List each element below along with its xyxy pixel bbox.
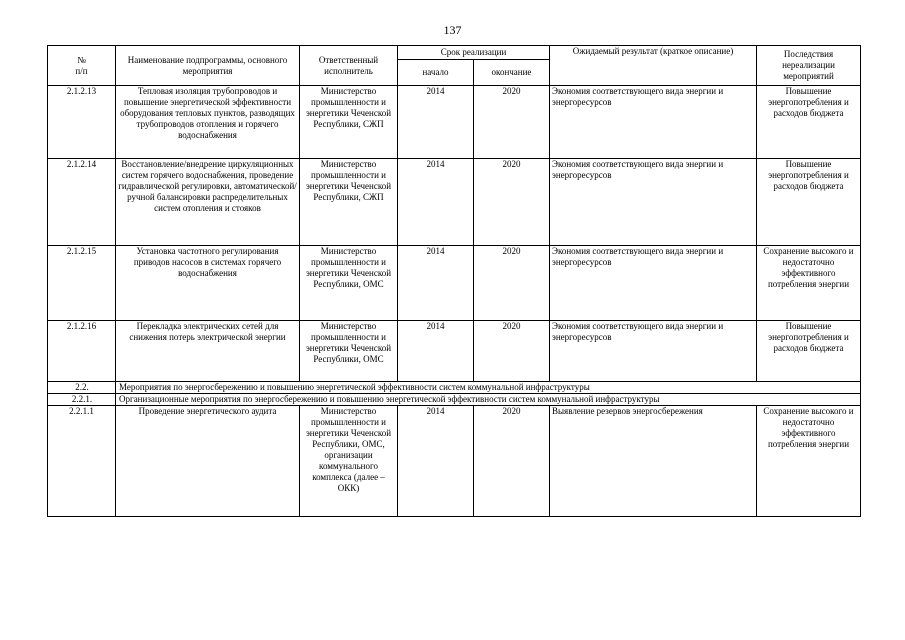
- row-result: Экономия соответствующего вида энергии и энергоресурсов: [550, 246, 757, 321]
- section-row: [48, 382, 861, 394]
- section-title: Мероприятия по энергосбережению и повышению энергетической эффективности систем коммунальной инфраструктуры: [116, 382, 861, 394]
- row-name: Восстановление/внедрение циркуляционных систем горячего водоснабжения, проведение гидравлической регулировки, автоматической/ручной балансировки распределительных систем отопления и стояков: [116, 159, 300, 246]
- row-name: Проведение энергетического аудита: [116, 406, 300, 517]
- row-result: Экономия соответствующего вида энергии и энергоресурсов: [550, 321, 757, 382]
- row-result: Экономия соответствующего вида энергии и энергоресурсов: [550, 159, 757, 246]
- header-consequences: Последствия нереализации мероприятий: [757, 46, 861, 86]
- row-executor: Министерство промышленности и энергетики Чеченской Республики, СЖП: [300, 86, 398, 159]
- row-num: 2.2.1.1: [48, 406, 116, 517]
- row-consequences: Повышение энергопотребления и расходов бюджета: [757, 159, 861, 246]
- header-end: окончание: [474, 60, 550, 86]
- row-end: 2020: [474, 406, 550, 517]
- section-num: 2.2.: [48, 382, 116, 394]
- row-end: 2020: [474, 246, 550, 321]
- row-start: 2014: [398, 246, 474, 321]
- row-num: 2.1.2.15: [48, 246, 116, 321]
- row-result: Экономия соответствующего вида энергии и энергоресурсов: [550, 86, 757, 159]
- row-start: 2014: [398, 159, 474, 246]
- table-row: [48, 159, 861, 246]
- row-name: Тепловая изоляция трубопроводов и повышение энергетической эффективности оборудования тепловых пунктов, разводящих трубопроводов отопления и горячего водоснабжения: [116, 86, 300, 159]
- row-executor: Министерство промышленности и энергетики Чеченской Республики, ОМС: [300, 246, 398, 321]
- row-start: 2014: [398, 321, 474, 382]
- row-executor: Министерство промышленности и энергетики Чеченской Республики, СЖП: [300, 159, 398, 246]
- row-num: 2.1.2.16: [48, 321, 116, 382]
- section-row: [48, 394, 861, 406]
- row-executor: Министерство промышленности и энергетики Чеченской Республики, ОМС: [300, 321, 398, 382]
- row-end: 2020: [474, 86, 550, 159]
- header-result: Ожидаемый результат (краткое описание): [550, 46, 757, 86]
- row-consequences: Повышение энергопотребления и расходов бюджета: [757, 86, 861, 159]
- table-row: [48, 406, 861, 517]
- section-num: 2.2.1.: [48, 394, 116, 406]
- row-name: Установка частотного регулирования приводов насосов в системах горячего водоснабжения: [116, 246, 300, 321]
- row-consequences: Сохранение высокого и недостаточно эффективного потребления энергии: [757, 406, 861, 517]
- header-executor: Ответственный исполнитель: [300, 46, 398, 86]
- row-result: Выявление резервов энергосбережения: [550, 406, 757, 517]
- page-number: 137: [443, 23, 462, 37]
- header-num: № п/п: [48, 46, 116, 86]
- table-row: [48, 86, 861, 159]
- header-period: Срок реализации: [398, 46, 550, 60]
- row-executor: Министерство промышленности и энергетики Чеченской Республики, ОМС, организации коммунального комплекса (далее – ОКК): [300, 406, 398, 517]
- header-start: начало: [398, 60, 474, 86]
- program-measures-table: [47, 45, 861, 517]
- row-consequences: Сохранение высокого и недостаточно эффективного потребления энергии: [757, 246, 861, 321]
- header-name: Наименование подпрограммы, основного мероприятия: [116, 46, 300, 86]
- row-end: 2020: [474, 321, 550, 382]
- row-start: 2014: [398, 86, 474, 159]
- table-row: [48, 321, 861, 382]
- section-title: Организационные мероприятия по энергосбережению и повышению энергетической эффективности систем коммунальной инфраструктуры: [116, 394, 861, 406]
- row-num: 2.1.2.14: [48, 159, 116, 246]
- row-num: 2.1.2.13: [48, 86, 116, 159]
- row-start: 2014: [398, 406, 474, 517]
- table-row: [48, 246, 861, 321]
- row-name: Перекладка электрических сетей для снижения потерь электрической энергии: [116, 321, 300, 382]
- row-end: 2020: [474, 159, 550, 246]
- row-consequences: Повышение энергопотребления и расходов бюджета: [757, 321, 861, 382]
